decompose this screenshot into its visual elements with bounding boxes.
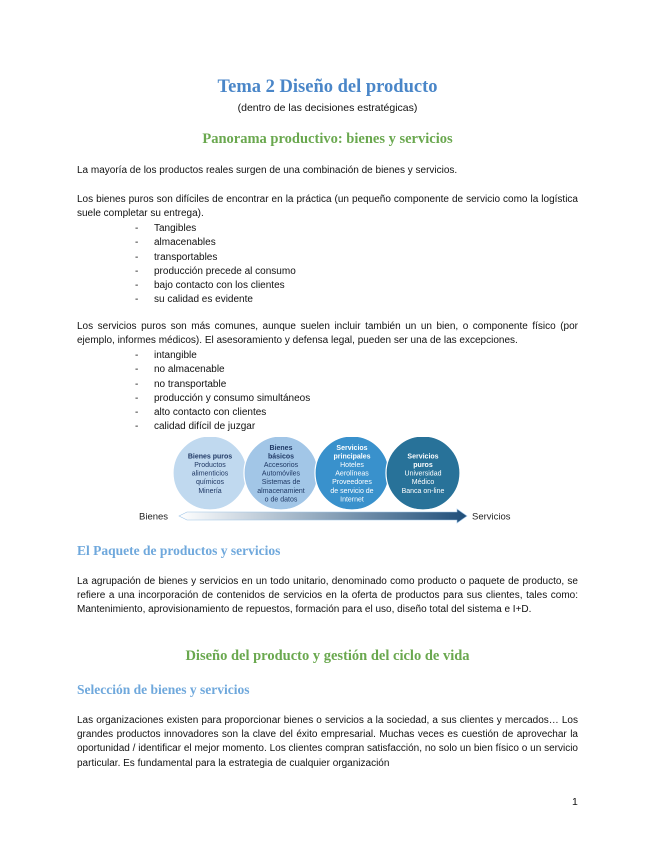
list-item: - bajo contacto con los clientes: [135, 279, 296, 293]
spectrum-circle-2: [244, 437, 318, 510]
circle-body-line: de servicio de: [330, 487, 374, 495]
section-heading-panorama: Panorama productivo: bienes y servicios: [202, 131, 453, 147]
seleccion-paragraph: Las organizaciones existen para proporcionar bienes o servicios a la sociedad, a sus clientes y mercados… Los grandes productos innovadores son la clave del éxito empresarial. Muchas veces es cuestión de aprovechar la oportunidad / identificar el mejor momento. Los clientes compran satisfacción, no solo un bien físico o un servicio particular. Es fundamental para la estrategia de cualquier organización: [77, 715, 578, 769]
circle-body-line: Universidad: [404, 470, 442, 478]
circle-body-line: Banca on-line: [401, 487, 445, 495]
document-subtitle: (dentro de las decisiones estratégicas): [237, 102, 418, 114]
list-item: - su calidad es evidente: [135, 293, 296, 307]
circle-body-line: Hoteles: [340, 462, 364, 469]
circle-body-line: Productos: [194, 462, 226, 469]
section-heading-diseno: Diseño del producto y gestión del ciclo de vida: [185, 648, 470, 664]
servicios-puros-paragraph: Los servicios puros son más comunes, aunque suelen incluir también un un bien, o componente físico (por ejemplo, informes médicos). El asesoramiento y defensa legal, pueden ser una de las excepciones.: [77, 321, 578, 347]
page-number: 1: [572, 796, 578, 808]
circle-title-line: principales: [333, 453, 371, 461]
circle-body-line: Minería: [198, 487, 222, 495]
list-item: - no transportable: [135, 378, 310, 392]
section-heading-paquete: El Paquete de productos y servicios: [77, 543, 281, 558]
list-item: - calidad difícil de juzgar: [135, 420, 310, 434]
spectrum-arrow: [179, 509, 467, 523]
circle-title-line: básicos: [267, 453, 295, 461]
list-item: - almacenables: [135, 236, 296, 250]
list-item: - intangible: [135, 349, 310, 363]
goods-services-spectrum-diagram: [135, 437, 520, 529]
circle-body-line: almacenamient: [257, 487, 305, 495]
spectrum-circle-4: [386, 437, 460, 510]
bienes-list: [135, 222, 296, 308]
circle-body-line: Automóviles: [261, 470, 301, 478]
servicios-list: [135, 349, 310, 435]
document-title: Tema 2 Diseño del producto: [217, 77, 438, 97]
axis-label-bienes: Bienes: [139, 511, 169, 523]
circle-title-line: Bienes puros: [187, 453, 233, 461]
spectrum-circle-3: [315, 437, 389, 510]
circle-body-line: Accesorios: [263, 462, 299, 469]
spectrum-circle-1: [173, 437, 247, 510]
intro-paragraph: La mayoría de los productos reales surgen de una combinación de bienes y servicios.: [77, 165, 458, 176]
circle-body-line: químicos: [195, 479, 225, 487]
paquete-paragraph: La agrupación de bienes y servicios en un todo unitario, denominado como producto o paquete de producto, se refiere a una incorporación de contenidos de servicios en la oferta de productos para sus clientes, tales como: Mantenimiento, aprovisionamiento de repuestos, formación para el uso, diseño total del sistema e I+D.: [77, 576, 578, 616]
list-item: - producción precede al consumo: [135, 265, 296, 279]
circle-body-line: Médico: [411, 479, 435, 487]
circle-title-line: Servicios: [336, 444, 368, 452]
subheading-seleccion: Selección de bienes y servicios: [77, 682, 250, 697]
circle-body-line: Sistemas de: [261, 479, 301, 487]
circle-body-line: alimenticios: [191, 470, 229, 478]
list-item: - transportables: [135, 251, 296, 265]
axis-label-servicios: Servicios: [472, 511, 511, 523]
circle-body-line: Proveedores: [332, 479, 372, 487]
circle-body-line: Aerolíneas: [335, 470, 369, 478]
list-item: - alto contacto con clientes: [135, 406, 310, 420]
circle-body-line: o de datos: [264, 496, 298, 504]
circle-body-line: Internet: [340, 496, 364, 504]
circle-title-line: Servicios: [407, 453, 439, 461]
bienes-puros-paragraph: Los bienes puros son difíciles de encontrar en la práctica (un pequeño componente de servicio como la logística suele completar su entrega).: [77, 194, 578, 220]
list-item: - producción y consumo simultáneos: [135, 392, 310, 406]
list-item: - Tangibles: [135, 222, 296, 236]
list-item: - no almacenable: [135, 363, 310, 377]
circle-title-line: puros: [413, 462, 433, 469]
circle-title-line: Bienes: [269, 444, 293, 452]
